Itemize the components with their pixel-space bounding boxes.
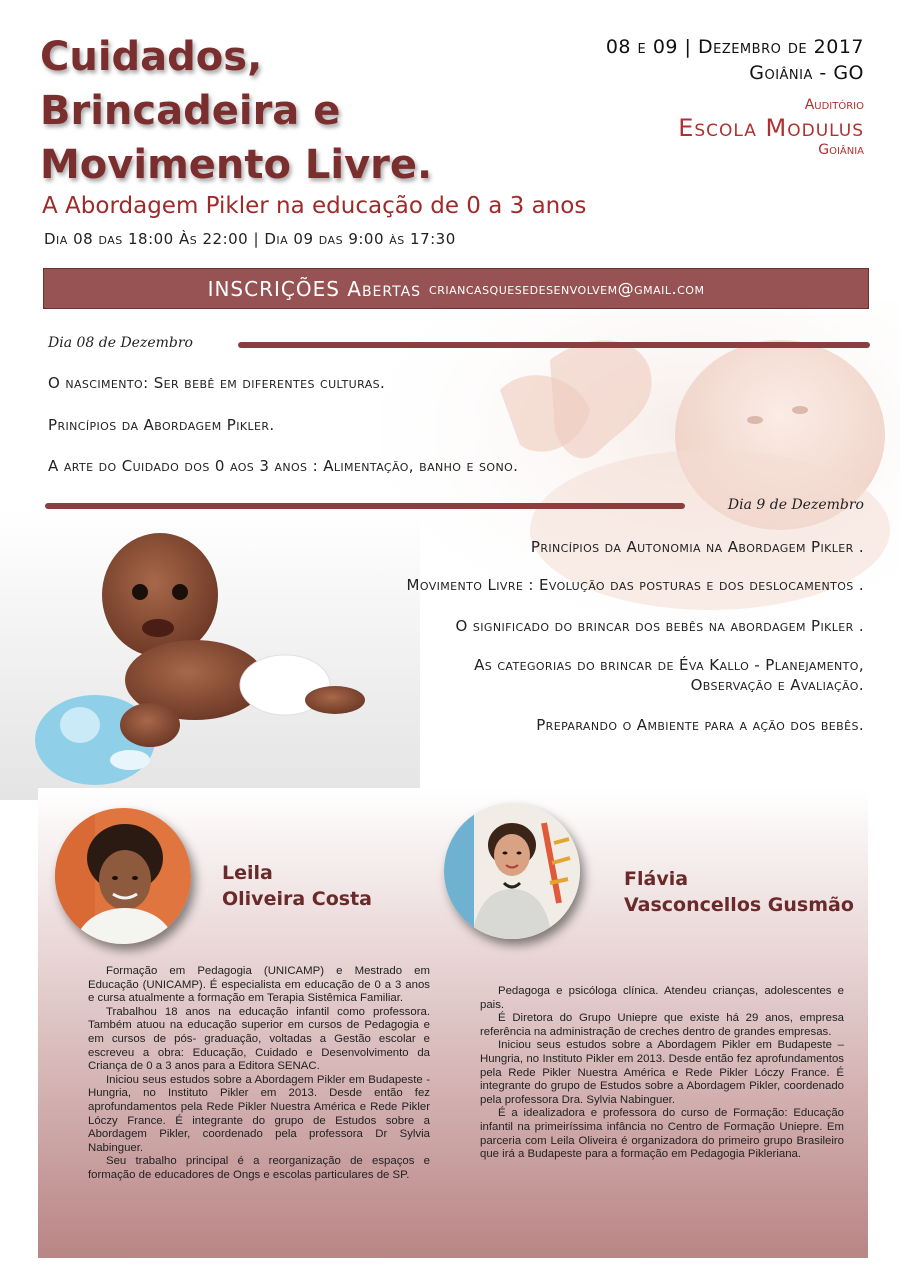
day2-item: O significado do brincar dos bebês na abordagem Pikler . — [455, 617, 864, 635]
day2-item: Observação e Avaliação. — [690, 676, 864, 694]
day2-item: Preparando o Ambiente para a ação dos bebês. — [536, 716, 864, 734]
event-subtitle: A Abordagem Pikler na educação de 0 a 3 anos — [42, 193, 587, 219]
speaker-name-leila — [222, 860, 372, 912]
day1-heading: Dia 08 de Dezembro — [48, 335, 193, 351]
speaker-last-name: Vasconcellos Gusmão — [624, 894, 854, 916]
title-line: Cuidados, — [40, 34, 263, 80]
bio-paragraph: Seu trabalho principal é a reorganização de espaços e formação de educadores de Ongs e escolas particulares de SP. — [88, 1155, 430, 1181]
speaker-first-name: Flávia — [624, 868, 689, 890]
title-line: Brincadeira e — [40, 88, 341, 134]
bio-paragraph: Iniciou seus estudos sobre a Abordagem Pikler em Budapeste - Hungria, no Instituto Pikler em 2013. Desde então fez aprofundamentos pela Rede Pikler Nuestra América e Rede Pikler Lóczy France. É integrante do grupo de Estudos sobre a Abordagem Pikler, coordenado pela professora Dr Sylvia Nabinguer. — [88, 1073, 430, 1154]
event-title — [40, 30, 520, 192]
bio-paragraph: Pedagoga e psicóloga clínica. Atendeu crianças, adolescentes e pais. — [480, 985, 844, 1011]
speaker-first-name: Leila — [222, 862, 273, 884]
baby-photo — [0, 510, 420, 800]
event-auditorium: Auditório — [804, 97, 864, 113]
day2-divider — [45, 503, 685, 509]
event-location: Goiânia — [818, 142, 864, 158]
day2-heading: Dia 9 de Dezembro — [727, 497, 864, 513]
bio-paragraph: Trabalhou 18 anos na educação infantil como professora. Também atuou na educação superior em cursos de Pedagogia e em cursos de pós- graduação, voltadas a Gestão escolar e escreveu a obra: Educação, Cuidado e Desenvolvimento da Criança de 0 a 3 anos para a Editora SENAC. — [88, 1005, 430, 1073]
bio-paragraph: Iniciou seus estudos sobre a Abordagem Pikler em Budapeste – Hungria, no Instituto Pikler em 2013. Desde então fez aprofundamentos pela Rede Pikler Nuestra América e Rede Pikler Lóczy France. É integrante do grupo de Estudos sobre a Abordagem Pikler, coordenado pela professora Dra. Sylvia Nabinguer. — [480, 1039, 844, 1106]
event-school: Escola Modulus — [678, 114, 864, 142]
day2-item: Movimento Livre : Evolução das posturas e dos deslocamentos . — [406, 576, 864, 594]
day2-item: As categorias do brincar de Éva Kallo - Planejamento, — [474, 656, 864, 674]
event-schedule: Dia 08 das 18:00 Às 22:00 | Dia 09 das 9:00 às 17:30 — [44, 230, 456, 248]
event-dates: 08 e 09 | Dezembro de 2017 — [605, 36, 864, 58]
day1-item: A arte do Cuidado dos 0 aos 3 anos : Alimentação, banho e sono. — [48, 457, 519, 475]
day1-item: Princípios da Abordagem Pikler. — [48, 416, 275, 434]
speaker-bio-leila — [88, 965, 430, 1183]
bio-paragraph: É a idealizadora e professora do curso de Formação: Educação infantil na primeiríssima infância no Centro de Formação Uniepre. Em parceria com Leila Oliveira é organizadora do primeiro grupo Brasileiro que irá a Budapeste para a formação em Pedagogia Pikleriana. — [480, 1107, 844, 1161]
speaker-photo-flavia — [444, 803, 580, 939]
event-info — [606, 34, 864, 158]
title-line: Movimento Livre. — [40, 142, 433, 188]
bio-paragraph: É Diretora do Grupo Uniepre que existe há 29 anos, empresa referência na administração de creches dentro de grandes empresas. — [480, 1012, 844, 1038]
bio-paragraph: Formação em Pedagogia (UNICAMP) e Mestrado em Educação (UNICAMP). É especialista em educação de 0 a 3 anos e cursa atualmente a formação em Terapia Sistêmica Familiar. — [88, 965, 430, 1005]
speaker-name-flavia — [624, 866, 854, 918]
day2-item: Princípios da Autonomia na Abordagem Pikler . — [530, 538, 864, 556]
day1-divider — [238, 342, 870, 348]
registration-label: INSCRIÇÕES Abertas — [207, 276, 422, 301]
registration-banner — [43, 268, 869, 309]
event-city: Goiânia - GO — [749, 62, 864, 84]
speaker-last-name: Oliveira Costa — [222, 888, 372, 910]
speaker-photo-leila — [55, 808, 191, 944]
registration-email[interactable]: criancasquesedesenvolvem@gmail.com — [429, 279, 705, 298]
speaker-bio-flavia — [480, 985, 844, 1162]
day1-item: O nascimento: Ser bebê em diferentes culturas. — [48, 374, 386, 392]
